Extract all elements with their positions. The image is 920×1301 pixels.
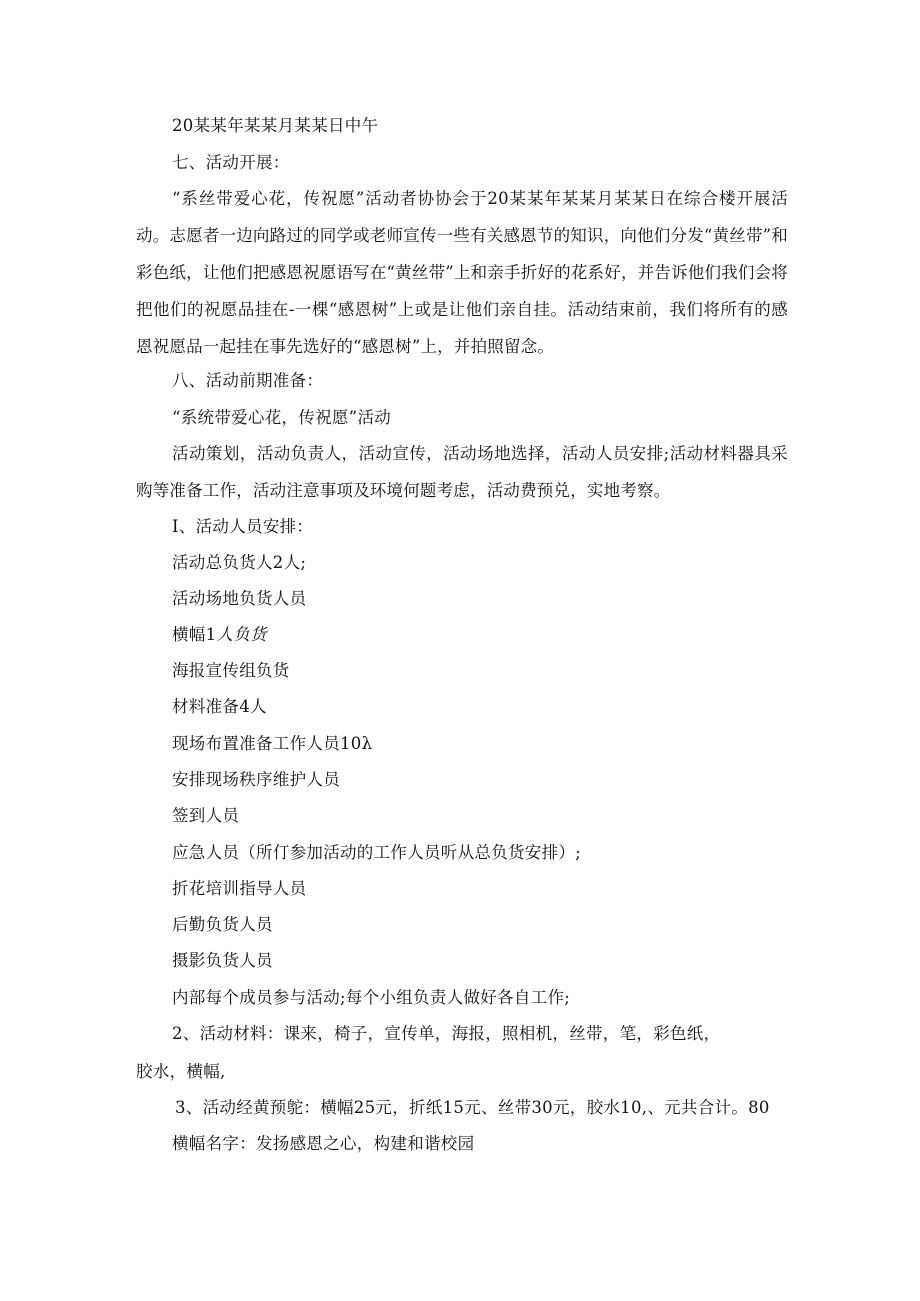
section-heading-8: 八、活动前期准备： (172, 371, 324, 390)
staff-item-banner (172, 625, 267, 645)
banner-responsible: 人负货 (216, 625, 267, 644)
staff-item: 折花培训指导人员 (172, 879, 307, 898)
staff-item: 摄影负货人员 (172, 951, 273, 970)
staff-item: 材料准备4人 (172, 697, 267, 716)
activity-name-line: “系统带爱心花，传祝愿”活动 (172, 408, 392, 427)
staff-item: 海报宣传组负货 (172, 661, 290, 680)
banner-count: 横幅1 (172, 625, 217, 644)
staff-item: 内部每个成员参与活动;每个小组负责人做好各自工作; (172, 988, 571, 1007)
staff-item: 后勤负货人员 (172, 915, 273, 934)
staff-item: 活动总负货人2人; (172, 553, 307, 572)
staffing-heading: I、活动人员安排： (172, 517, 314, 536)
staff-item: 活动场地负货人员 (172, 589, 307, 608)
activity-description-paragraph: “系丝带爱心花，传祝愿”活动者协协会于20某某年某某月某某日在综合楼开展活动。志愿者一边向路过的同学或老师宣传一些有关感恩节的知识，向他们分发“黄丝带”和彩色纸，让他们把感恩祝愿语写在“黄丝带”上和亲手折好的花系好，并告诉他们我们会将把他们的祝愿品挂在-一棵“感恩树”上或是让他们亲自挂。活动结束前，我们将所有的感恩祝愿品一起挂在事先选好的“感恩树”上，并拍照留念。 (136, 189, 788, 356)
staff-item: 现场布置准备工作人员10λ (172, 734, 373, 753)
materials-continuation: 胶水，横幅, (136, 1062, 226, 1081)
materials-line: 2、活动材料：课来，椅子，宣传单，海报，照相机，丝带，笔，彩色纸， (172, 1024, 721, 1043)
section-heading-7: 七、活动开展： (172, 153, 290, 172)
date-line: 20某某年某某月某某日中午 (172, 116, 379, 135)
staff-item: 应急人员（所仃参加活动的工作人员听从总负货安排）; (172, 843, 582, 862)
staff-item: 签到人员 (172, 806, 240, 825)
banner-name-line: 横幅名字：发扬感恩之心，构建和谐校园 (172, 1134, 475, 1153)
preparation-paragraph: 活动策划，活动负责人，活动宣传，活动场地选择，活动人员安排;活动材料器具采购等准备工作，活动注意事项及环境何题考虑，活动费预兑，实地考察。 (136, 444, 788, 500)
staff-item: 安排现场秩序维护人员 (172, 770, 340, 789)
budget-line: 3、活动经黄预鸵：横幅25元，折纸15元、丝带30元，胶水10,、元共合计。80 (175, 1098, 770, 1117)
